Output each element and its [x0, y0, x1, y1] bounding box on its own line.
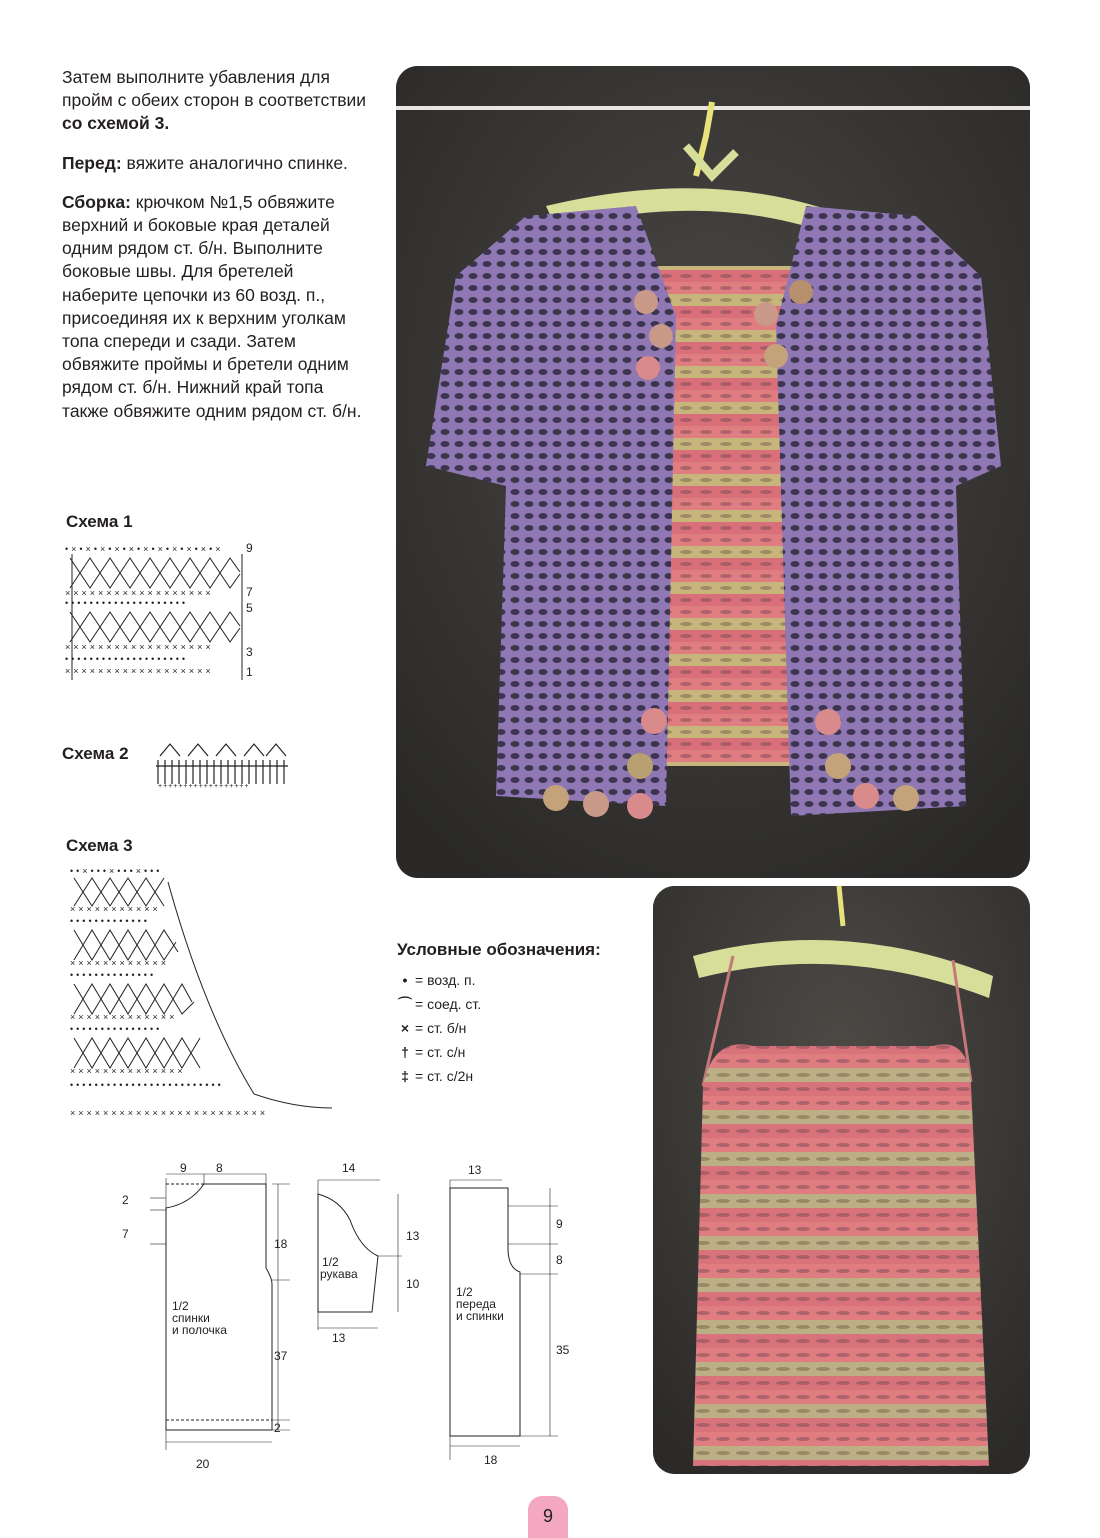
scheme1-row-3: 3: [246, 645, 253, 659]
back-dim-top2: 8: [216, 1161, 223, 1175]
back-dim-r2: 37: [274, 1349, 288, 1363]
assembly-label: Сборка:: [62, 191, 131, 212]
svg-text:××××××××××××××××××: ××××××××××××××××××: [65, 666, 214, 676]
scheme1-row-1: 1: [246, 665, 253, 679]
sleeve-dim-r1: 13: [406, 1229, 420, 1243]
sleeve-label-2: рукава: [320, 1267, 358, 1281]
top-dim-r3: 35: [556, 1343, 570, 1357]
svg-text:••••••••••••••••••••: ••••••••••••••••••••: [65, 654, 189, 664]
top-dim-r1: 9: [556, 1217, 563, 1231]
pattern-diagrams: [110, 1160, 590, 1485]
back-dim-left2: 7: [122, 1227, 129, 1241]
legend-item: [397, 1016, 601, 1040]
front-paragraph: [62, 152, 372, 175]
back-dim-bottom: 20: [196, 1457, 210, 1471]
back-dim-r1: 18: [274, 1237, 288, 1251]
legend: [397, 940, 601, 1088]
scheme2-label: Схема 2: [62, 744, 129, 763]
cardigan-photo: [396, 66, 1030, 878]
sleeve-dim-bottom: 13: [332, 1331, 346, 1345]
sleeve-label-1: 1/2: [322, 1255, 339, 1269]
legend-text: = ст. с/2н: [415, 1068, 474, 1084]
top-dim-top: 13: [468, 1163, 482, 1177]
svg-text:×××××××××××××: ×××××××××××××: [70, 1012, 178, 1022]
sleeve-dim-r2: 10: [406, 1277, 420, 1291]
top-dim-bottom: 18: [484, 1453, 498, 1467]
back-label-2: спинки: [172, 1311, 210, 1325]
back-dim-left1: 2: [122, 1193, 129, 1207]
legend-text: = возд. п.: [415, 972, 476, 988]
top-dim-r2: 8: [556, 1253, 563, 1267]
back-label-1: 1/2: [172, 1299, 189, 1313]
front-label: Перед:: [62, 152, 122, 173]
back-dim-top1: 9: [180, 1161, 187, 1175]
top-photo: [653, 886, 1030, 1474]
double-crochet-icon: †: [401, 1044, 409, 1060]
top-label-1: 1/2: [456, 1285, 473, 1299]
svg-text:•×•×•×•×•×•×•×•×•×•×•×: •×•×•×•×•×•×•×•×•×•×•×: [65, 544, 224, 554]
legend-text: = ст. б/н: [415, 1020, 467, 1036]
top-label-3: и спинки: [456, 1309, 504, 1323]
scheme-ref: со схемой 3.: [62, 113, 170, 134]
scheme1-row-5: 5: [246, 601, 253, 615]
legend-title: Условные обозначения:: [397, 940, 601, 959]
back-label-3: и полочка: [172, 1323, 227, 1337]
legend-item: [397, 1064, 601, 1088]
scheme1-row-7: 7: [246, 585, 253, 599]
cardigan-illustration: [396, 66, 1030, 878]
slip-stitch-icon: ⌒: [398, 996, 412, 1012]
scheme3-chart: [64, 862, 336, 1127]
single-crochet-icon: ×: [400, 1020, 410, 1036]
assembly-paragraph: [62, 191, 372, 423]
legend-item: [397, 1040, 601, 1064]
svg-text:××××××××××××××: ××××××××××××××: [70, 1066, 186, 1076]
legend-text: = ст. с/н: [415, 1044, 466, 1060]
front-text: вяжите аналогично спинке.: [121, 152, 348, 173]
instructions-text: [62, 66, 372, 439]
armhole-paragraph: [62, 66, 372, 136]
legend-item: [397, 992, 601, 1016]
svg-text:••••••••••••••: ••••••••••••••: [70, 970, 157, 980]
svg-text:××××××××××××××××××: ××××××××××××××××××: [65, 642, 214, 652]
svg-text:×××××××××××: ×××××××××××: [70, 904, 161, 914]
svg-text:++++++++++++++++++: ++++++++++++++++++: [158, 783, 250, 790]
top-label-2: переда: [456, 1297, 496, 1311]
armhole-text: Затем выполните убавления для пройм с обеих сторон в соответствии: [62, 67, 367, 111]
scheme1-label: Схема 1: [66, 512, 133, 531]
svg-text:××××××××××××: ××××××××××××: [70, 958, 170, 968]
legend-item: [397, 968, 601, 992]
scheme1-row-9: 9: [246, 541, 253, 555]
assembly-text: крючком №1,5 обвяжите верхний и боковые края деталей одним рядом ст. б/н. Выполните боковые швы. Для бретелей наберите цепочки из 60 возд. п., присоединяя их к верхним уголкам топа спереди и сзади. Затем обвяжите проймы и бретели одним рядом ст. б/н. Нижний край топа также обвяжите одним рядом ст. б/н.: [62, 191, 362, 421]
back-dim-r3: 2: [274, 1421, 281, 1435]
svg-text:××××××××××××××××××: ××××××××××××××××××: [65, 588, 214, 598]
svg-text:••••••••••••••••••••: ••••••••••••••••••••: [65, 598, 189, 608]
scheme3-label: Схема 3: [66, 836, 133, 855]
chain-stitch-icon: •: [402, 972, 408, 988]
svg-text:•••••••••••••••: •••••••••••••••: [70, 1024, 163, 1034]
top-illustration: [653, 886, 1030, 1474]
scheme2-chart: [154, 738, 289, 790]
svg-text:•••••••••••••••••••••••••: •••••••••••••••••••••••••: [70, 1080, 224, 1090]
sleeve-piece-outline: [318, 1194, 378, 1312]
sleeve-dim-top: 14: [342, 1161, 356, 1175]
striped-top: [693, 1044, 989, 1466]
svg-text:××××××××××××××××××××××××: ××××××××××××××××××××××××: [70, 1108, 269, 1118]
page-number: 9: [528, 1496, 568, 1538]
treble-crochet-icon: ‡: [401, 1068, 409, 1084]
svg-text:••×•••×•••×•••: ••×•••×•••×•••: [70, 866, 163, 876]
svg-text:•••••••••••••: •••••••••••••: [70, 916, 150, 926]
scheme1-chart: [60, 540, 260, 685]
legend-text: = соед. ст.: [415, 996, 482, 1012]
